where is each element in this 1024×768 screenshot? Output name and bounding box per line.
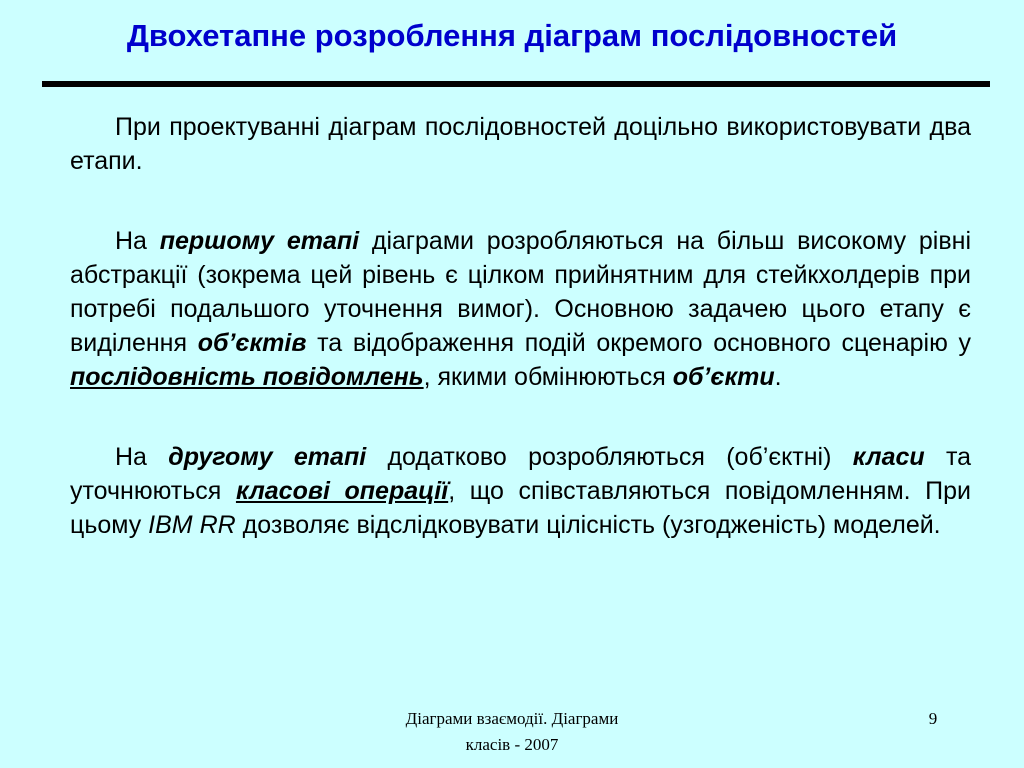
term-message-sequence: послідовність повідомлень bbox=[70, 363, 424, 391]
slide-title: Двохетапне розроблення діаграм послідовностей bbox=[126, 18, 898, 53]
paragraph-second-stage bbox=[70, 440, 971, 542]
intro-text: При проектуванні діаграм послідовностей доцільно використовувати два етапи. bbox=[70, 113, 971, 175]
term-classes: класи bbox=[852, 443, 925, 471]
title-underline bbox=[42, 81, 990, 87]
term-class-operations: класові операції bbox=[235, 477, 449, 505]
term-second-stage: другому етапі bbox=[168, 443, 367, 471]
paragraph-first-stage bbox=[70, 224, 971, 394]
footer-line-1: Діаграми взаємодії. Діаграми bbox=[405, 709, 619, 728]
paragraph-intro bbox=[70, 110, 971, 178]
footer-caption bbox=[372, 706, 652, 758]
text-segment: та відображення подій окремого основного сценарію у bbox=[306, 329, 971, 357]
term-objects: об’єктів bbox=[197, 329, 307, 357]
text-segment: додатково розробляються (об’єктні) bbox=[366, 443, 853, 471]
footer-line-2: класів - 2007 bbox=[465, 735, 559, 754]
text-segment: , що співставляються повідомленням. При цьому bbox=[70, 477, 972, 539]
text-segment: дозволяє відслідковувати цілісність (узгодженість) моделей. bbox=[235, 511, 941, 539]
slide-body bbox=[70, 110, 971, 542]
text-segment: На bbox=[115, 443, 169, 471]
term-objects-2: об’єкти bbox=[672, 363, 775, 391]
text-segment: та уточнюються bbox=[70, 443, 972, 505]
text-segment: , якими обмінюються bbox=[423, 363, 673, 391]
text-segment: . bbox=[774, 363, 782, 391]
term-ibm-rr: IBM RR bbox=[148, 511, 236, 539]
term-first-stage: першому етапі bbox=[159, 227, 360, 255]
text-segment: діаграми розробляються на більш високому рівні абстракції (зокрема цей рівень є цілком прийнятним для стейкхолдерів при потребі подальшого уточнення вимог). Основною задачею цього етапу є виділення bbox=[70, 227, 971, 357]
page-number: 9 bbox=[928, 709, 938, 728]
text-segment: На bbox=[115, 227, 160, 255]
